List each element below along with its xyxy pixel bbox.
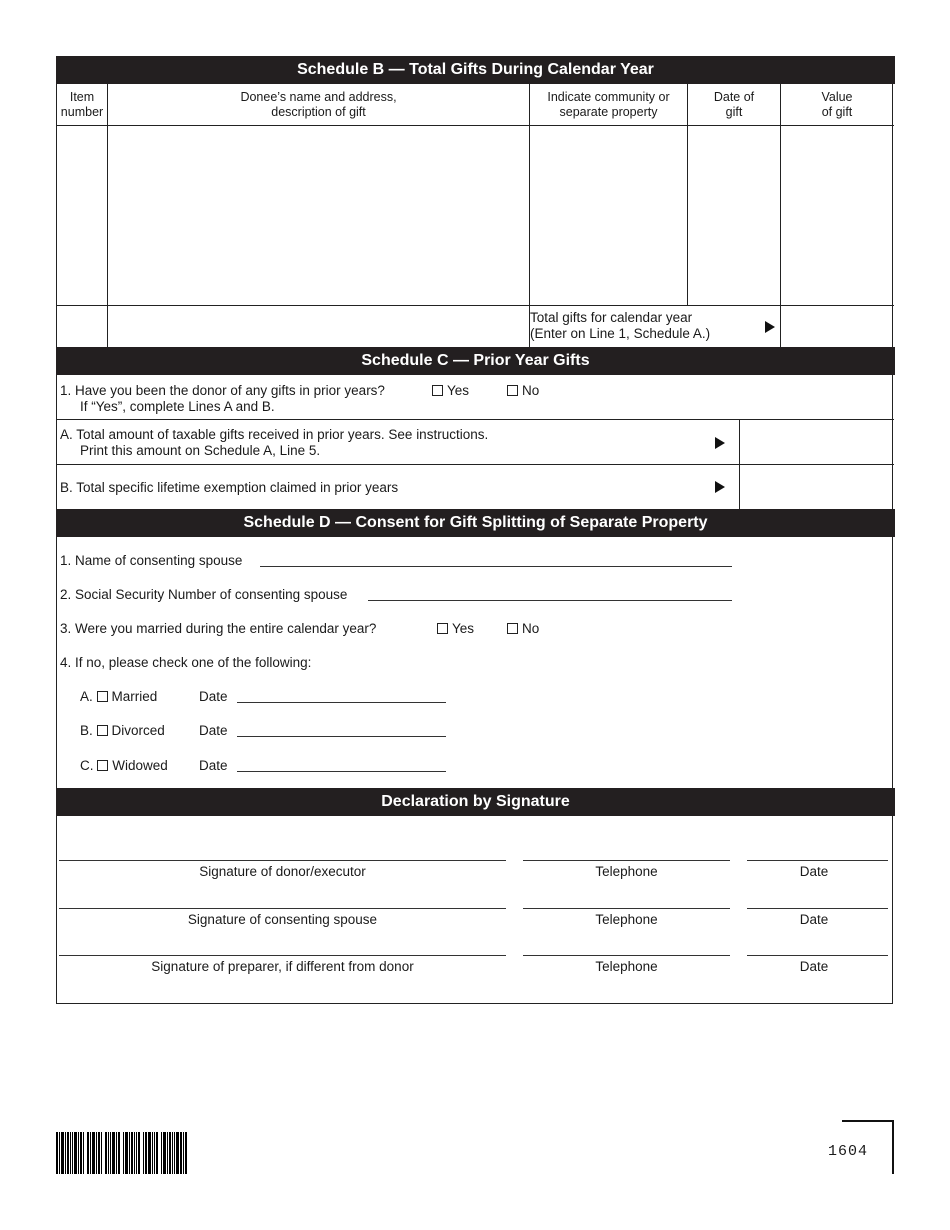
col-date-header: Date of gift xyxy=(713,90,755,119)
col-community-header: Indicate community or separate property xyxy=(547,90,670,119)
married-question: 3. Were you married during the entire calendar year? xyxy=(60,621,377,636)
prior-gifts-yes-option[interactable] xyxy=(432,383,469,398)
yes-label: Yes xyxy=(447,383,470,398)
married-yes-option[interactable] xyxy=(437,621,474,636)
option-prefix: B. xyxy=(80,723,93,738)
schedule-d-header: Schedule D — Consent for Gift Splitting of Separate Property xyxy=(56,509,895,537)
telephone-label: Telephone xyxy=(595,959,658,974)
option-label: Widowed xyxy=(112,758,168,773)
total-gifts-label: Total gifts for calendar year (Enter on Line 1, Schedule A.) xyxy=(530,310,711,341)
preparer-date-field[interactable] xyxy=(747,955,888,956)
spouse-ssn-field[interactable] xyxy=(368,600,732,601)
no-label: No xyxy=(522,621,540,636)
checkbox-icon[interactable] xyxy=(432,385,443,396)
spouse-telephone-field[interactable] xyxy=(523,908,730,909)
col-donee-header: Donee’s name and address, description of gift xyxy=(240,90,397,119)
checkbox-icon[interactable] xyxy=(507,385,518,396)
date-label: Date xyxy=(799,912,829,927)
col-item-header: Item number xyxy=(60,90,104,119)
no-label: No xyxy=(522,383,540,398)
spouse-name-label: 1. Name of consenting spouse xyxy=(60,553,243,568)
line-a-note: Print this amount on Schedule A, Line 5. xyxy=(80,443,321,458)
widowed-date-field[interactable] xyxy=(237,771,446,772)
prior-gifts-no-option[interactable] xyxy=(507,383,539,398)
line-b-text: B. Total specific lifetime exemption claimed in prior years xyxy=(60,480,399,495)
prior-gifts-note: If “Yes”, complete Lines A and B. xyxy=(80,399,275,414)
prior-gifts-question: 1. Have you been the donor of any gifts in prior years? xyxy=(60,383,385,398)
date-label: Date xyxy=(199,758,228,773)
donor-telephone-field[interactable] xyxy=(523,860,730,861)
option-label: Married xyxy=(111,689,158,704)
date-of-gift-entry[interactable] xyxy=(688,126,780,305)
status-question: 4. If no, please check one of the following: xyxy=(60,655,312,670)
line-a-text: A. Total amount of taxable gifts received in prior years. See instructions. xyxy=(60,427,489,442)
date-label: Date xyxy=(799,864,829,879)
preparer-signature-label: Signature of preparer, if different from donor xyxy=(151,959,414,974)
arrow-right-icon xyxy=(715,437,725,449)
telephone-label: Telephone xyxy=(595,912,658,927)
option-divorced[interactable] xyxy=(80,723,165,738)
spouse-signature-field[interactable] xyxy=(59,908,506,909)
community-entry[interactable] xyxy=(530,126,687,305)
checkbox-icon[interactable] xyxy=(97,725,108,736)
total-gifts-field[interactable] xyxy=(781,306,893,347)
declaration-header: Declaration by Signature xyxy=(56,788,895,816)
form-number: 1604 xyxy=(828,1143,869,1160)
col-value-header: Value of gift xyxy=(821,90,853,119)
spouse-signature-label: Signature of consenting spouse xyxy=(187,912,378,927)
item-number-entry[interactable] xyxy=(57,126,107,305)
checkbox-icon[interactable] xyxy=(437,623,448,634)
checkbox-icon[interactable] xyxy=(97,760,108,771)
telephone-label: Telephone xyxy=(595,864,658,879)
schedule-b-header: Schedule B — Total Gifts During Calendar Year xyxy=(56,56,895,84)
married-date-field[interactable] xyxy=(237,702,446,703)
option-prefix: C. xyxy=(80,758,94,773)
option-prefix: A. xyxy=(80,689,93,704)
preparer-signature-field[interactable] xyxy=(59,955,506,956)
donee-entry[interactable] xyxy=(108,126,529,305)
arrow-right-icon xyxy=(715,481,725,493)
line-b-amount-field[interactable] xyxy=(740,465,893,509)
option-widowed[interactable] xyxy=(80,758,168,773)
date-label: Date xyxy=(199,689,228,704)
barcode xyxy=(56,1132,204,1174)
preparer-telephone-field[interactable] xyxy=(523,955,730,956)
schedule-c-header: Schedule C — Prior Year Gifts xyxy=(56,347,895,375)
divorced-date-field[interactable] xyxy=(237,736,446,737)
spouse-ssn-label: 2. Social Security Number of consenting spouse xyxy=(60,587,348,602)
divider xyxy=(56,305,894,306)
married-no-option[interactable] xyxy=(507,621,539,636)
yes-label: Yes xyxy=(452,621,475,636)
spouse-name-field[interactable] xyxy=(260,566,732,567)
spouse-date-field[interactable] xyxy=(747,908,888,909)
date-label: Date xyxy=(199,723,228,738)
option-label: Divorced xyxy=(111,723,165,738)
donor-signature-field[interactable] xyxy=(59,860,506,861)
date-label: Date xyxy=(799,959,829,974)
checkbox-icon[interactable] xyxy=(507,623,518,634)
line-a-amount-field[interactable] xyxy=(740,420,893,464)
option-married[interactable] xyxy=(80,689,157,704)
checkbox-icon[interactable] xyxy=(97,691,108,702)
donor-signature-label: Signature of donor/executor xyxy=(199,864,366,879)
arrow-right-icon xyxy=(765,321,775,333)
value-of-gift-entry[interactable] xyxy=(781,126,893,305)
donor-date-field[interactable] xyxy=(747,860,888,861)
